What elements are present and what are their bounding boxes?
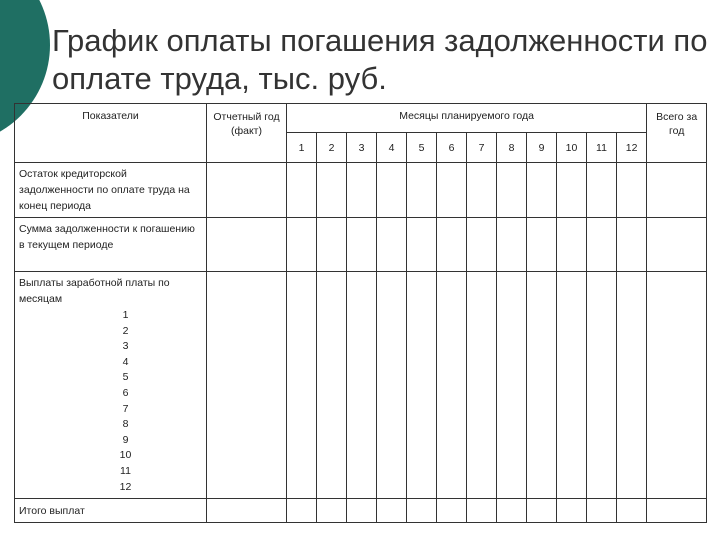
month-number: 7 — [467, 133, 497, 163]
payment-month-number: 5 — [122, 371, 129, 384]
table-cell — [407, 218, 437, 272]
month-number: 4 — [377, 133, 407, 163]
table-cell — [647, 218, 707, 272]
table-cell — [317, 218, 347, 272]
payment-month-number: 12 — [119, 480, 132, 493]
header-row — [15, 104, 707, 133]
header-year-total: Всего за год — [647, 104, 707, 163]
table-cell — [557, 272, 587, 499]
table-cell — [207, 163, 287, 218]
table-cell — [287, 163, 317, 218]
table-cell — [377, 272, 407, 499]
month-number: 2 — [317, 133, 347, 163]
row-label-due: Сумма задолженности к погашению в текущем периоде — [15, 218, 207, 272]
table-cell — [527, 499, 557, 523]
table-cell — [407, 272, 437, 499]
payment-month-number: 3 — [122, 340, 129, 353]
header-planned-months: Месяцы планируемого года — [287, 104, 647, 133]
table-cell — [377, 499, 407, 523]
month-number: 8 — [497, 133, 527, 163]
payment-month-number: 10 — [119, 449, 132, 462]
table-cell — [437, 218, 467, 272]
table-cell — [647, 163, 707, 218]
payment-month-number: 9 — [122, 433, 129, 446]
table-cell — [467, 218, 497, 272]
payments-label: Выплаты заработной платы по месяцам — [19, 277, 170, 305]
table-cell — [347, 218, 377, 272]
payment-month-number: 6 — [122, 386, 129, 399]
table-cell — [617, 272, 647, 499]
month-number: 5 — [407, 133, 437, 163]
table-cell — [207, 272, 287, 499]
table-cell — [467, 499, 497, 523]
table-cell — [287, 499, 317, 523]
table-cell — [407, 163, 437, 218]
table-cell — [377, 218, 407, 272]
table-cell — [587, 163, 617, 218]
payment-month-list — [19, 308, 202, 495]
table-cell — [287, 218, 317, 272]
payment-month-number: 8 — [122, 418, 129, 431]
table-cell — [557, 499, 587, 523]
table-cell — [557, 163, 587, 218]
table-cell — [527, 272, 557, 499]
payment-schedule-table — [14, 103, 707, 523]
table-cell — [377, 163, 407, 218]
table-cell — [587, 499, 617, 523]
month-number: 11 — [587, 133, 617, 163]
table-cell — [497, 218, 527, 272]
table-cell — [617, 499, 647, 523]
table-cell — [467, 163, 497, 218]
table-row-total — [15, 499, 707, 523]
row-label-total: Итого выплат — [15, 499, 207, 523]
month-number: 3 — [347, 133, 377, 163]
header-reported-year: Отчетный год (факт) — [207, 104, 287, 163]
table-cell — [437, 499, 467, 523]
table-cell — [317, 499, 347, 523]
table-row-payments — [15, 272, 707, 499]
table-cell — [407, 499, 437, 523]
payment-month-number: 11 — [120, 464, 131, 477]
table-cell — [557, 218, 587, 272]
table-cell — [207, 218, 287, 272]
month-number: 6 — [437, 133, 467, 163]
month-number: 10 — [557, 133, 587, 163]
table-cell — [617, 163, 647, 218]
month-number: 12 — [617, 133, 647, 163]
slide-title: График оплаты погашения задолженности по оплате труда, тыс. руб. — [52, 23, 708, 96]
payment-month-number: 4 — [122, 355, 129, 368]
table-cell — [467, 272, 497, 499]
table-cell — [347, 272, 377, 499]
table-cell — [437, 272, 467, 499]
table-cell — [317, 163, 347, 218]
row-label-balance: Остаток кредиторской задолженности по оплате труда на конец периода — [15, 163, 207, 218]
table-cell — [497, 163, 527, 218]
payment-month-number: 7 — [122, 402, 129, 415]
table-row-due — [15, 218, 707, 272]
table-cell — [527, 163, 557, 218]
month-number: 9 — [527, 133, 557, 163]
table-cell — [347, 163, 377, 218]
table-cell — [347, 499, 377, 523]
table-cell — [617, 218, 647, 272]
header-indicators: Показатели — [15, 104, 207, 163]
table-row-balance — [15, 163, 707, 218]
table-cell — [527, 218, 557, 272]
table-cell — [287, 272, 317, 499]
table-cell — [437, 163, 467, 218]
month-number: 1 — [287, 133, 317, 163]
payment-month-number: 2 — [122, 324, 129, 337]
payment-month-number: 1 — [122, 309, 129, 321]
table-cell — [647, 272, 707, 499]
row-label-payments — [15, 272, 207, 499]
table-cell — [647, 499, 707, 523]
table-cell — [497, 272, 527, 499]
table-cell — [207, 499, 287, 523]
table-cell — [587, 272, 617, 499]
table-cell — [497, 499, 527, 523]
table-cell — [317, 272, 347, 499]
table-cell — [587, 218, 617, 272]
